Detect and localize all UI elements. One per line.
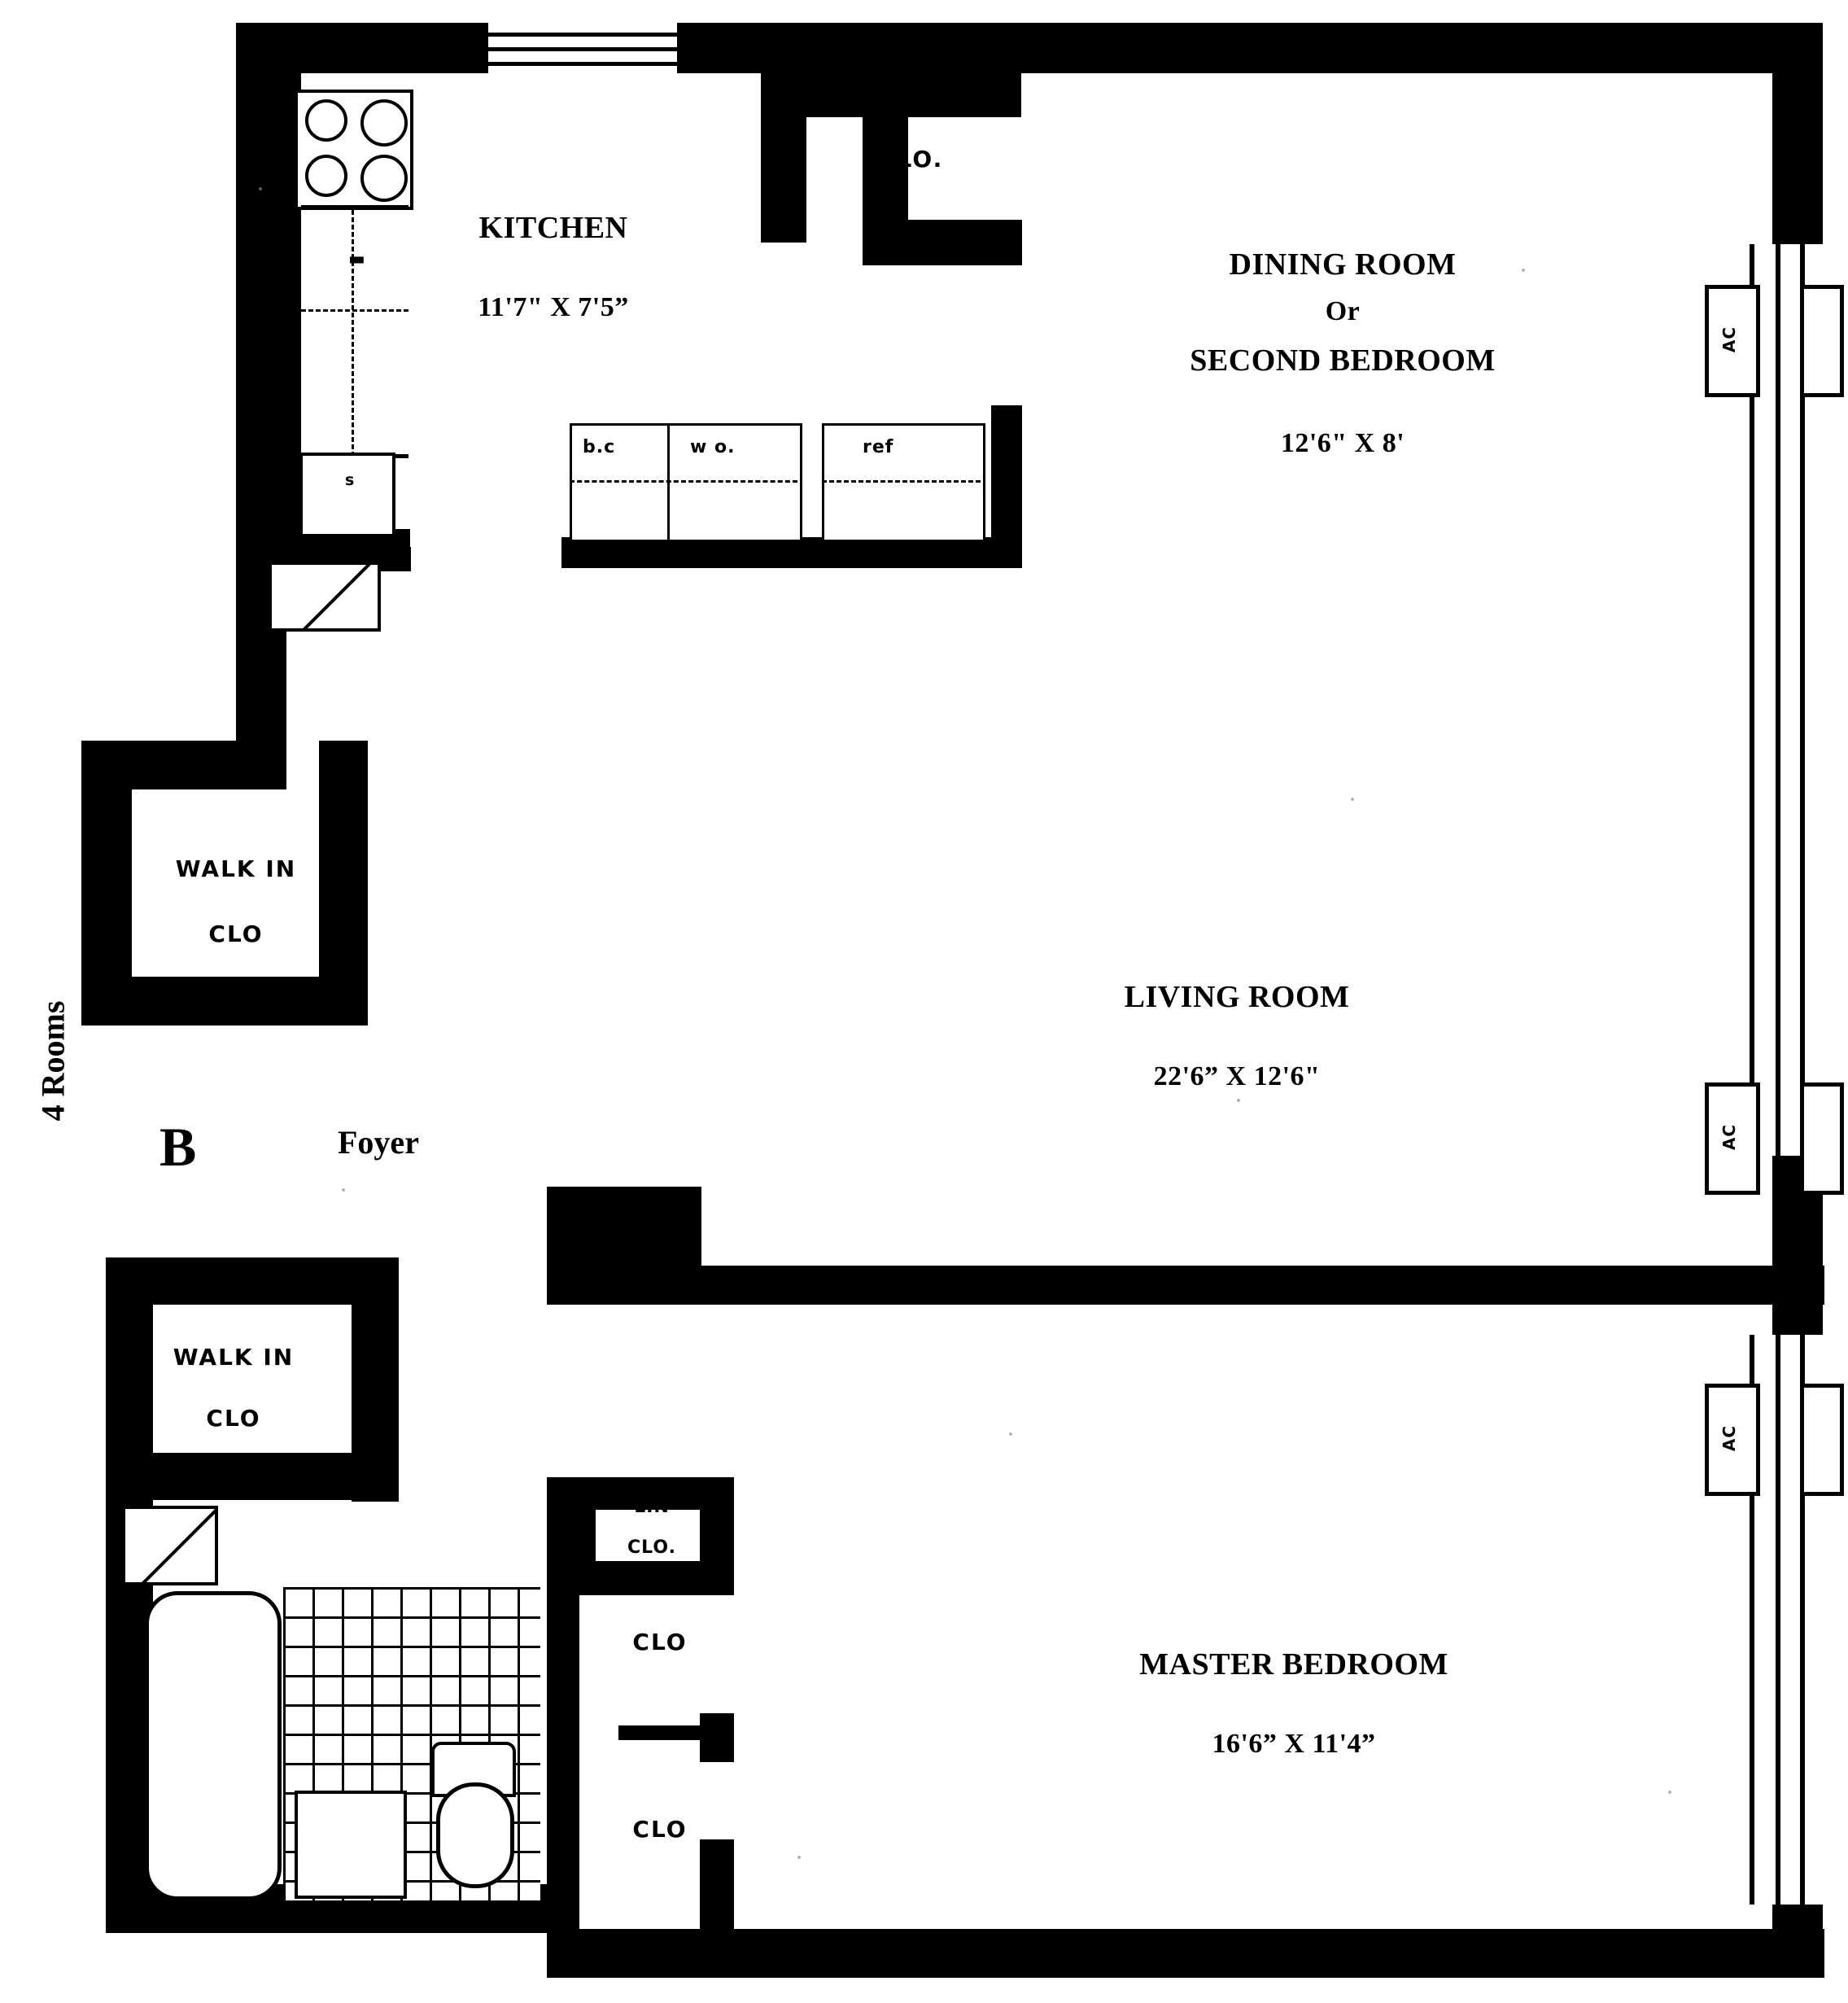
bathroom-door-swing xyxy=(122,1506,218,1585)
kitchen-door-swing xyxy=(269,562,381,632)
wall-left-upper xyxy=(236,23,286,593)
wall-linen-bottom xyxy=(561,1561,734,1595)
label-dishwasher: b.c xyxy=(583,437,616,457)
wall-right-upper xyxy=(1772,23,1823,230)
label-kitchen-name: KITCHEN xyxy=(478,211,628,245)
label-living-name: LIVING ROOM xyxy=(1124,980,1350,1014)
label-living-dim: 22'6” X 12'6" xyxy=(1153,1061,1321,1091)
label-walkin-upper-line1: WALK IN xyxy=(175,855,297,882)
label-walkin-lower-line2: CLO xyxy=(206,1405,261,1432)
cabinet-dash-1 xyxy=(570,480,797,483)
wall-walkin-right-upper xyxy=(319,741,368,1026)
label-dining-dim: 12'6" X 8' xyxy=(1280,428,1405,458)
top-window-line-1 xyxy=(488,33,677,37)
ac-label-2: AC xyxy=(1719,1123,1739,1151)
faucet-label: ▬ xyxy=(348,249,366,269)
window-sill-lower-right xyxy=(1800,1384,1844,1496)
top-window-line-2 xyxy=(488,47,677,51)
cabinet-refrigerator xyxy=(822,423,985,542)
wall-master-bottom xyxy=(547,1929,1824,1978)
label-dining-alt-name: SECOND BEDROOM xyxy=(1190,343,1496,378)
burner-4 xyxy=(360,155,408,202)
label-master-name: MASTER BEDROOM xyxy=(1139,1647,1448,1682)
window-line-l2 xyxy=(1776,1335,1780,1905)
label-dining-connector: Or xyxy=(1325,296,1361,326)
bathtub xyxy=(145,1591,282,1900)
sink-basin xyxy=(299,453,395,537)
wall-living-master-divider xyxy=(547,1266,1824,1305)
window-line-m2 xyxy=(1776,651,1780,1156)
bathroom-vanity xyxy=(295,1791,407,1899)
label-linen-closet-line1: LIN xyxy=(634,1497,670,1517)
label-bedroom-closet-1: CLO xyxy=(632,1629,688,1655)
toilet-bowl xyxy=(436,1782,514,1888)
label-walkin-upper-line2: CLO xyxy=(208,921,264,947)
burner-1 xyxy=(305,99,347,142)
ac-label-3: AC xyxy=(1719,1424,1739,1452)
wall-clo-column-right xyxy=(700,1839,734,1970)
window-sill-mid-right xyxy=(1800,1082,1844,1195)
label-dining-closet: CLO. xyxy=(879,146,944,173)
label-master-dim: 16'6” X 11'4” xyxy=(1212,1729,1376,1759)
wall-walkin-lower-bottom xyxy=(153,1453,399,1500)
label-linen-closet-line2: CLO. xyxy=(627,1537,676,1558)
top-window-line-3 xyxy=(488,62,677,66)
burner-2 xyxy=(360,99,408,147)
wall-top xyxy=(236,23,1823,73)
sink-label: s xyxy=(345,471,355,489)
wall-clo-divider-bar xyxy=(618,1725,708,1740)
label-wall-oven: w o. xyxy=(690,437,736,457)
label-bedroom-closet-2: CLO xyxy=(632,1816,688,1843)
label-refrigerator: ref xyxy=(863,437,894,457)
wall-foyer-stub xyxy=(547,1187,701,1268)
window-line-m3 xyxy=(1800,651,1805,1156)
window-sill-upper-right xyxy=(1800,285,1844,397)
label-dining-name: DINING ROOM xyxy=(1229,247,1457,282)
label-foyer: Foyer xyxy=(338,1124,419,1161)
burner-3 xyxy=(305,155,347,197)
wall-kitchen-right xyxy=(991,405,1022,568)
window-line-u2 xyxy=(1776,244,1780,651)
label-rooms-count: 4 Rooms xyxy=(34,1000,72,1122)
label-walkin-lower-line1: WALK IN xyxy=(173,1344,295,1371)
label-kitchen-dim: 11'7" X 7'5” xyxy=(478,292,629,322)
unit-letter: B xyxy=(159,1116,197,1178)
window-line-m1 xyxy=(1750,651,1754,1156)
wall-dining-closet-bottom xyxy=(863,220,1022,265)
cabinet-dash-2 xyxy=(822,480,981,483)
ac-label-1: AC xyxy=(1719,326,1739,353)
wall-dining-closet-top xyxy=(761,72,1021,117)
